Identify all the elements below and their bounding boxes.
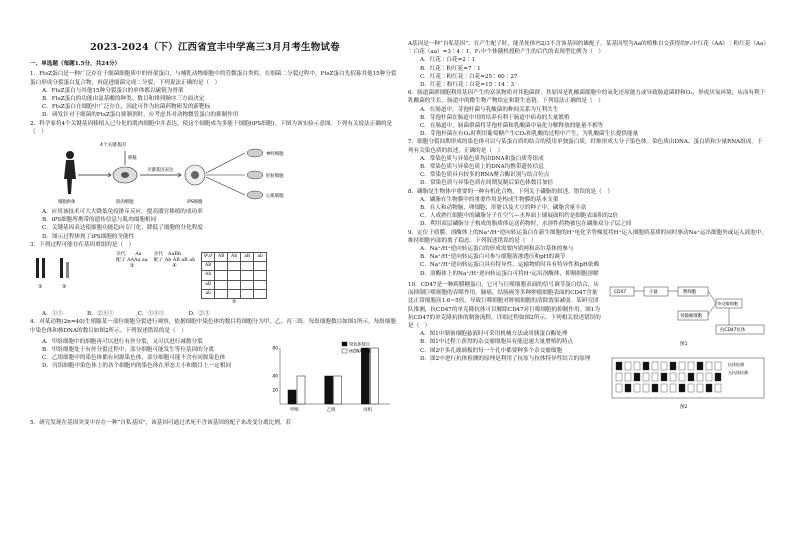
question-5-option-b: B．红花∶粉红花=7∶1 bbox=[420, 65, 481, 72]
question-4-option-b: B．甲组细胞处于有丝分裂过程中，部分细胞可能发生等位基因的分离 bbox=[42, 347, 214, 354]
donor-figure-icon bbox=[64, 151, 76, 194]
bar bbox=[334, 376, 342, 404]
y-tick-label: 40 bbox=[272, 374, 278, 380]
plate-well bbox=[616, 362, 622, 370]
punnett-cell: ab bbox=[202, 289, 215, 298]
question-3-options: A．①⑤ B．②④⑤ C．①④⑤ D．②③ bbox=[42, 311, 210, 318]
y-tick-label: 80 bbox=[272, 346, 278, 352]
question-6-option-c: C．在肠道中，肠菌群菌将芽孢杆菌和乳酸菌中氧化分解释放的能量不相等 bbox=[420, 123, 604, 130]
plate-well bbox=[661, 384, 667, 392]
question-3-stem: 3．下列过程可能存在基因重组的是（ ） bbox=[30, 241, 135, 248]
plate-well bbox=[715, 373, 721, 381]
x-tick-label: 乙组 bbox=[326, 407, 336, 413]
bar bbox=[370, 348, 378, 404]
question-5-option-d: D．红花∶粉红花∶白花=15∶14∶3 bbox=[420, 82, 515, 89]
right-column bbox=[408, 40, 768, 418]
svg-text:肝脏细胞: 肝脏细胞 bbox=[266, 174, 284, 180]
plate-well bbox=[706, 362, 712, 370]
question-8-stem: 8．磷脂是生物体中重要的一种有机化合物。下列关于磷脂的叙述，错误的是（ ） bbox=[408, 188, 613, 195]
plate-well bbox=[634, 362, 640, 370]
svg-text:图1: 图1 bbox=[680, 341, 688, 347]
question-5-option-a: A．红花∶白花=2∶1 bbox=[420, 57, 476, 64]
punnett-cell bbox=[215, 289, 228, 298]
svg-text:②: ② bbox=[62, 284, 67, 291]
question-9-option-d: D．溶酶体上的Na⁺/H⁺逆向转运蛋白可将H⁺运出溶酶体，抑制细胞溶解 bbox=[420, 270, 599, 277]
plate-well bbox=[616, 384, 622, 392]
question-7-stem: 7．细胞分裂间期形成的染色体可以与某蛋白质的结合的使用单独蛋白质，纤维形成大分子染色体。染色质由DNA、蛋白质和少量RNA组成。下列有关染色质的叙述，正确的是（ ） bbox=[408, 139, 763, 154]
question-8-option-d: D．利用双层磷脂分子构成的脂质体运送药物时，水溶性药物被包在磷脂双分子层之间 bbox=[420, 221, 632, 228]
plate-well bbox=[670, 362, 676, 370]
neuron-icon bbox=[247, 149, 263, 157]
fig-label-genes: 4个关键基因 bbox=[100, 143, 126, 149]
plate-well bbox=[634, 384, 640, 392]
plate-well bbox=[625, 373, 631, 381]
question-2-stem: 2．科学家将4个关键基因移植入已分化的肌肉细胞中并表达，使这个细胞成为多能干细胞(iPS细胞)。下图为该实验示意图。下列有关说法正确的是（ ） bbox=[30, 120, 393, 135]
svg-text:无抗体检测: 无抗体检测 bbox=[728, 370, 748, 376]
question-9-stem: 9．定位于质膜、溶酶体上的Na⁺/H⁺逆向转运蛋白在新生细胞的H⁺电化学势梯度将H⁺运入细胞质基质的同时驱动Na⁺运出细胞外或运入液泡中，维持细胞内部的离子稳态。下列叙述错误的是（ ） bbox=[408, 229, 767, 244]
punnett-cell bbox=[254, 271, 267, 280]
punnett-cell: AB bbox=[215, 253, 228, 262]
question-2-option-b: B．iPS细胞所携带的遗传信息与肌肉细胞相同 bbox=[42, 217, 157, 224]
question-8-option-c: C．人成熟红细胞中的磷脂分子在空气—水界面上铺展面积约是细胞表面积的2倍 bbox=[420, 213, 619, 220]
question-5-continued: A基因是一种“自私基因”，在产生配子时，能杀死体内2/3不含该基因的雄配子。某基因型为Aa的植株自交获得的F₁中红花（AA）∶粉红花（Aa）∶白花（aa）=3∶4∶1，F₁中个体随机授粉产生的后代的表现型比例为（ ） bbox=[408, 41, 767, 56]
punnett-cell: Ab bbox=[228, 253, 241, 262]
bar bbox=[288, 390, 296, 404]
plate-well bbox=[697, 362, 703, 370]
plate-well bbox=[688, 362, 694, 370]
liver-cell-icon bbox=[247, 171, 263, 179]
plate-well bbox=[697, 384, 703, 392]
question-10-option-c: C．图2中多孔玻璃板的每一个孔中都要种多个杂交瘤细胞 bbox=[420, 347, 563, 354]
legend-swatch bbox=[342, 342, 347, 346]
question-9-option-c: C．Na⁺/H⁺逆向转运蛋白具有特异性，运输物质时具有特异性和pH依赖 bbox=[420, 262, 600, 269]
cell-count-chart bbox=[266, 338, 396, 416]
svg-text:神经细胞: 神经细胞 bbox=[266, 152, 284, 158]
plate-well bbox=[643, 384, 649, 392]
plate-diagram bbox=[608, 354, 768, 412]
question-1-option-b: B．FtsZ蛋白的功能由氨基酸的种类、数目和排列顺序三方面决定 bbox=[42, 96, 205, 103]
plate-well bbox=[625, 384, 631, 392]
svg-text:图2: 图2 bbox=[680, 405, 688, 411]
svg-text:CD47: CD47 bbox=[614, 289, 627, 295]
svg-text:小鼠: 小鼠 bbox=[649, 289, 658, 295]
antibody-flow-diagram bbox=[608, 281, 768, 351]
svg-text:脾细胞: 脾细胞 bbox=[683, 289, 697, 295]
x-tick-label: 丙组 bbox=[363, 407, 373, 413]
y-tick-label: 20 bbox=[272, 388, 278, 394]
punnett-cell bbox=[228, 289, 241, 298]
bar bbox=[361, 348, 369, 404]
left-column bbox=[30, 0, 400, 427]
punnett-cell bbox=[228, 262, 241, 271]
exam-title: 2023-2024（下）江西省宜丰中学高三3月月考生物试卷 bbox=[90, 42, 340, 53]
question-7-option-a: A．常染色质与异染色质均由DNA和蛋白质等组成 bbox=[420, 155, 544, 162]
question-10-block bbox=[408, 281, 768, 415]
punnett-cell: aB bbox=[241, 253, 254, 262]
svg-text:肌肉细胞: 肌肉细胞 bbox=[116, 200, 134, 206]
plate-well bbox=[679, 373, 685, 381]
plate-well bbox=[616, 373, 622, 381]
question-1-option-a: A．FtsZ蛋白与其他15种分裂蛋白的单体都以碳链为骨架 bbox=[42, 87, 184, 94]
question-7-option-b: B．常染色质与异染色质上的DNA均携带遗传信息 bbox=[420, 164, 544, 171]
plate-well bbox=[625, 362, 631, 370]
plate-well bbox=[679, 384, 685, 392]
legend-swatch bbox=[342, 349, 347, 353]
punnett-cell: Ab bbox=[202, 271, 215, 280]
question-4-stem: 4．对某动物(2n=40)生殖腺某一部位细胞分裂进行观察，依据细胞中染色体的数目将细胞分为甲、乙、丙三组，每组细胞数目如图1所示，每组细胞中染色体和核DNA的数目如图2所示。下列叙述错误的是（ ） bbox=[30, 319, 397, 334]
question-7-option-d: D．常染色质与异染色质在间期复制后染色体数目加倍 bbox=[420, 180, 554, 187]
plate-well bbox=[643, 362, 649, 370]
cross-b: 亲代 AaBb 配子 Ab AB aB ab ④ bbox=[153, 252, 196, 270]
question-7-option-c: C．常染色质具有较多的RNA聚合酶识别与结合位点 bbox=[420, 172, 550, 179]
punnett-cell bbox=[228, 280, 241, 289]
x-tick-label: 甲组 bbox=[289, 407, 299, 413]
punnett-cell: ab bbox=[254, 253, 267, 262]
plate-well bbox=[643, 373, 649, 381]
punnett-cell bbox=[215, 271, 228, 280]
punnett-cell bbox=[254, 280, 267, 289]
punnett-cell bbox=[254, 289, 267, 298]
question-10-stem: 10．CD47是一种跨膜糖蛋白，它可与巨噬细胞表面的信号调节蛋白结合，从而抑制巨噬细胞的吞噬作用。肺癌、结肠癌等多种肿瘤细胞表面的CD47含量比正常细胞高1.6~5倍，导致巨噬细胞对肿瘤细胞的清除效果减弱。某研究团队推测，抗CD47的单克隆抗体可以解除CD47对巨噬细胞的抑制作用。图1为抗CD47的单克隆抗体的制备流程，详细过程如图2所示。下列相关叙述错误的是（ ） bbox=[408, 281, 601, 329]
chromosome-diagram bbox=[30, 252, 110, 292]
svg-text:抗体检测: 抗体检测 bbox=[728, 362, 744, 368]
question-6-option-a: A．在肠道中，芽孢杆菌与乳酸菌的种间关系为互利共生 bbox=[420, 106, 559, 113]
punnett-square: ♀\♂ AB Ab aB ab AB Ab aB ab ⑤ bbox=[201, 252, 267, 307]
plate-well bbox=[661, 362, 667, 370]
punnett-cell bbox=[215, 262, 228, 271]
question-4-option-d: D．丙组细胞中染色体上的各个细胞内的染色体在形态大小和数目上一定相同 bbox=[42, 363, 232, 370]
punnett-cell: aB bbox=[202, 280, 215, 289]
cross-a: 亲代 Aa 配子 AAAa aa ③ bbox=[116, 252, 148, 270]
plate-well bbox=[688, 373, 694, 381]
svg-text:移植: 移植 bbox=[128, 156, 137, 162]
question-3-figure bbox=[30, 252, 400, 307]
question-1-option-c: C．FtsZ蛋白在细胞中广泛存在，因此可作为抗菌药物研发的新靶标 bbox=[42, 104, 211, 111]
punnett-cell: ♀\♂ bbox=[202, 253, 215, 262]
plate-well bbox=[652, 373, 658, 381]
plate-well bbox=[661, 373, 667, 381]
plate-well bbox=[679, 362, 685, 370]
punnett-cell bbox=[228, 271, 241, 280]
punnett-cell bbox=[241, 280, 254, 289]
question-9-option-b: B．Na⁺/H⁺逆向转运蛋白可参与细胞液渗透压和pH的调节 bbox=[420, 254, 566, 261]
svg-text:抗CD47抗体: 抗CD47抗体 bbox=[720, 327, 746, 333]
plate-well bbox=[634, 373, 640, 381]
question-2-option-a: A．应用该技术可大大降低免疫排斥反应，提高器官移植的成功率 bbox=[42, 209, 203, 216]
question-6-stem: 6．肠道菌群细胞利用基因产生的富氢物质对其他菌群，其原因是乳酸菌细胞中的氧化还原能力或导致肠道菌群和O₂，形成厌氧环境，从而有利于乳酸菌的生长。肠道中的微生物产物给定和谐生态链。下列说法正确的是（ ） bbox=[408, 90, 766, 105]
plate-well bbox=[670, 384, 676, 392]
plate-well bbox=[706, 373, 712, 381]
question-4-block bbox=[30, 338, 400, 416]
question-5-option-c: C．红花∶粉红花∶白花=25∶60∶27 bbox=[420, 73, 518, 80]
plate-well bbox=[652, 384, 658, 392]
question-9-option-a: A．Na⁺/H⁺逆向转运蛋白的形成需要内质网和高尔基体的参与 bbox=[420, 246, 574, 253]
punnett-cell bbox=[241, 271, 254, 280]
legend-label: 核DNA数目 bbox=[349, 348, 371, 354]
question-6-option-b: B．芽孢杆菌在肠道中用的培养有利于肠道中病毒的大量繁殖 bbox=[420, 114, 570, 121]
question-1-option-d: D．研发针对于细菌的FtsZ蛋白抑制剂时，应考虑其对动物微管蛋白的抑制作用 bbox=[42, 112, 239, 119]
svg-text:iPS细胞: iPS细胞 bbox=[187, 200, 203, 206]
bar bbox=[297, 376, 305, 404]
plate-well bbox=[706, 384, 712, 392]
question-5-stem: 5．研究发现在基因突变中存在一种“自私基因”，该基因可通过杀死不含该基因的配子来改变分离比例。若 bbox=[30, 419, 291, 426]
punnett-cell bbox=[241, 289, 254, 298]
plate-well bbox=[688, 384, 694, 392]
punnett-cell bbox=[241, 262, 254, 271]
svg-text:心肌细胞: 心肌细胞 bbox=[266, 194, 284, 200]
punnett-cell bbox=[215, 280, 228, 289]
svg-text:关键基因表达: 关键基因表达 bbox=[147, 168, 174, 174]
heart-cell-icon bbox=[247, 191, 263, 199]
plate-well bbox=[715, 362, 721, 370]
plate-well bbox=[670, 373, 676, 381]
svg-text:杂交瘤细胞: 杂交瘤细胞 bbox=[717, 300, 738, 306]
svg-text:①: ① bbox=[38, 284, 43, 291]
question-1-stem: 1．FtsZ蛋白是一种广泛存在于细菌细胞质中的骨架蛋白，与哺乳动物细胞中的管微蛋白类似。在细菌二分裂过程中，FtsZ蛋白先招募其他15种分裂蛋白形成分裂蛋白复合物，再促进细菌完成二分裂。下列说法正确的是（ ） bbox=[30, 71, 397, 86]
question-6-option-d: D．芽孢杆菌在有O₂时利用葡萄糖产生CO₂和乳酸的过程中产生，为乳酸菌生长提供能量 bbox=[420, 131, 639, 138]
svg-text:骨髓瘤细胞: 骨髓瘤细胞 bbox=[680, 313, 702, 319]
ips-diagram bbox=[30, 139, 330, 205]
question-10-option-a: A．图1中制备细胞悬液时可采用机械方法或用胰蛋白酶处理 bbox=[420, 331, 568, 338]
question-8-option-a: A．磷脂在生物膜中的重要作用是构成生物膜的基本支架 bbox=[420, 196, 559, 203]
svg-text:细胞供体: 细胞供体 bbox=[58, 200, 76, 206]
punnett-cell bbox=[254, 262, 267, 271]
section-heading: 一、单选题（每题1.5分，共24分） bbox=[30, 61, 121, 68]
plate-well bbox=[697, 373, 703, 381]
question-2-option-c: C．关键基因表达使细胞功能趋向专门化，降低了细胞的分化程度 bbox=[42, 225, 203, 232]
question-2-option-d: D．图示过程体现了iPS细胞的全能性 bbox=[42, 233, 135, 240]
punnett-cell: AB bbox=[202, 262, 215, 271]
question-10-option-d: D．图2中进行抗体检测的原理是利用了抗原与抗体特异性结合的原理 bbox=[420, 355, 591, 362]
question-4-option-c: C．乙组细胞中的染色体都有同源染色体，部分细胞可能不含有同源染色体 bbox=[42, 355, 226, 362]
plate-well bbox=[652, 362, 658, 370]
bar bbox=[325, 376, 333, 404]
plate-well bbox=[715, 384, 721, 392]
legend-label: 染色体数目 bbox=[349, 341, 370, 347]
question-8-option-b: B．在人和动物脑、卵细胞、肝脏以及大豆的种子中，磷脂含量丰富 bbox=[420, 205, 587, 212]
question-10-option-b: B．图1中过程①获得的杂交瘤细胞具有能迅速大量增殖的特点 bbox=[420, 339, 574, 346]
question-4-option-a: A．甲组细胞中的细胞再可以进行有丝分裂，又可以进行减数分裂 bbox=[42, 338, 203, 345]
question-2-figure bbox=[30, 139, 400, 205]
